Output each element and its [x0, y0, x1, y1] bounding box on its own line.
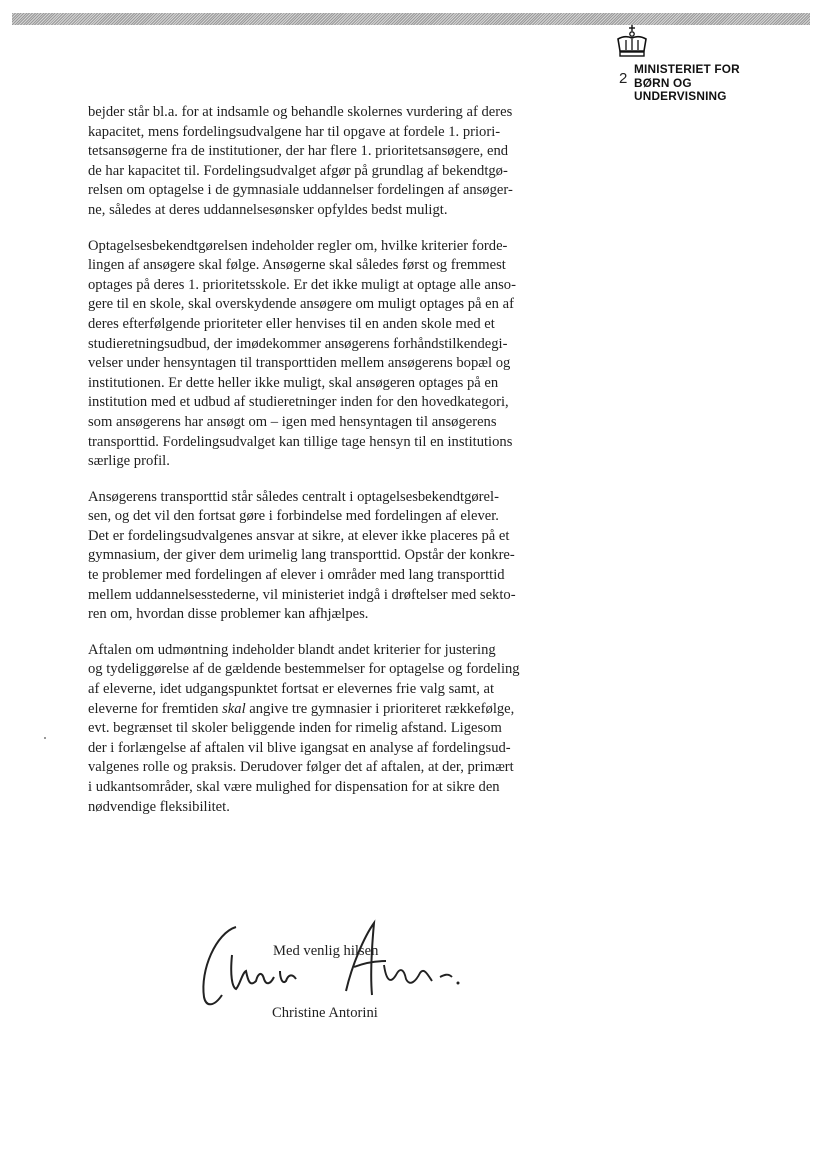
- text-line: mellem uddannelsesstederne, vil ministeriet indgå i drøftelser med sekto-: [88, 586, 516, 603]
- text-line: studieretningsudbud, der imødekommer ansøgerens forhåndstilkendegi-: [88, 335, 508, 352]
- text-line: de har kapacitet til. Fordelingsudvalget afgør på grundlag af bekendtgø-: [88, 162, 508, 179]
- text-line: kapacitet, mens fordelingsudvalgene har til opgave at fordele 1. priori-: [88, 123, 501, 140]
- text-line: gymnasium, der giver dem urimelig lang transporttid. Opstår der konkre-: [88, 547, 515, 564]
- emphasized-word: skal: [222, 700, 246, 717]
- text-line: Det er fordelingsudvalgenes ansvar at sikre, at elever ikke placeres på et: [88, 527, 510, 544]
- body-paragraph: [88, 488, 608, 625]
- text-line: te problemer med fordelingen af elever i områder med lang transporttid: [88, 567, 505, 584]
- text-line: relsen om optagelse i de gymnasiale uddannelser fordelingen af ansøger-: [88, 182, 513, 199]
- text-line: særlige profil.: [88, 453, 170, 470]
- ministry-line: MINISTERIET FOR: [634, 62, 740, 76]
- text-line: der i forlængelse af aftalen vil blive igangsat en analyse af fordelingsud-: [88, 739, 511, 756]
- body-paragraph: [88, 103, 608, 221]
- text-line: tetsansøgerne fra de institutioner, der har flere 1. prioritetsansøgere, end: [88, 143, 509, 160]
- ministry-line: BØRN OG: [634, 75, 692, 90]
- text-line: sen, og det vil den fortsat gøre i forbindelse med fordelingen af elever.: [88, 508, 499, 525]
- signer-name: Christine Antorini: [272, 1005, 378, 1021]
- page-number: 2: [619, 70, 628, 87]
- text-line: transporttid. Fordelingsudvalget kan tillige tage hensyn til en institutions: [88, 433, 513, 450]
- text-line: nødvendige fleksibilitet.: [88, 798, 230, 815]
- text-line: institutionen. Er dette heller ikke muligt, skal ansøgeren optages på en: [88, 374, 499, 391]
- scan-header-band: [12, 13, 810, 25]
- scan-speck: [44, 737, 46, 739]
- text-line: optages på deres 1. prioritetsskole. Er det ikke muligt at optage alle anso-: [88, 276, 516, 293]
- text-line: Aftalen om udmøntning indeholder blandt andet kriterier for justering: [88, 641, 496, 658]
- ministry-line: UNDERVISNING: [634, 89, 727, 103]
- text-line: velser under hensyntagen til transporttiden mellem ansøgerens bopæl og: [88, 355, 511, 372]
- text-line: Optagelsesbekendtgørelsen indeholder regler om, hvilke kriterier forde-: [88, 237, 508, 254]
- body-paragraph: [88, 237, 608, 472]
- text-line: som ansøgerens har ansøgt om – igen med hensyntagen til ansøgerens: [88, 413, 497, 430]
- text-line: ren om, hvordan disse problemer kan afhjælpes.: [88, 606, 369, 623]
- text-line: i udkantsområder, skal være mulighed for dispensation for at sikre den: [88, 779, 500, 795]
- text-line: valgenes rolle og praksis. Derudover følger det af aftalen, at der, primært: [88, 759, 514, 776]
- text-line: institution med et udbud af studieretninger inden for den hovedkategori,: [88, 394, 509, 411]
- crown-icon: [612, 24, 652, 60]
- text-line: og tydeliggørelse af de gældende bestemmelser for optagelse og fordeling: [88, 661, 520, 678]
- text-line: Ansøgerens transporttid står således centralt i optagelsesbekendtgørel-: [88, 488, 499, 505]
- body-paragraph: [88, 641, 608, 817]
- closing-greeting: Med venlig hilsen: [273, 943, 379, 959]
- text-line: gere til en skole, skal overskydende ansøgere om muligt optages på en af: [88, 296, 514, 313]
- text-line: lingen af ansøgere skal følge. Ansøgerne skal således først og fremmest: [88, 257, 506, 274]
- text-line: af eleverne, idet udgangspunktet fortsat er elevernes frie valg samt, at: [88, 681, 495, 698]
- text-line: ne, således at deres uddannelsesønsker opfyldes bedst muligt.: [88, 201, 448, 218]
- text-line: deres efterfølgende prioriteter eller henvises til en anden skole med et: [88, 315, 495, 332]
- text-line: bejder står bl.a. for at indsamle og behandle skolernes vurdering af deres: [88, 104, 513, 120]
- text-line: eleverne for fremtiden skal angive tre gymnasier i prioriteret rækkefølge,: [88, 700, 515, 717]
- ministry-logo-text: [634, 63, 740, 104]
- handwritten-signature: [196, 915, 476, 1015]
- letter-body: [88, 103, 608, 833]
- text-line: evt. begrænset til skoler beliggende inden for rimelig afstand. Ligesom: [88, 720, 502, 737]
